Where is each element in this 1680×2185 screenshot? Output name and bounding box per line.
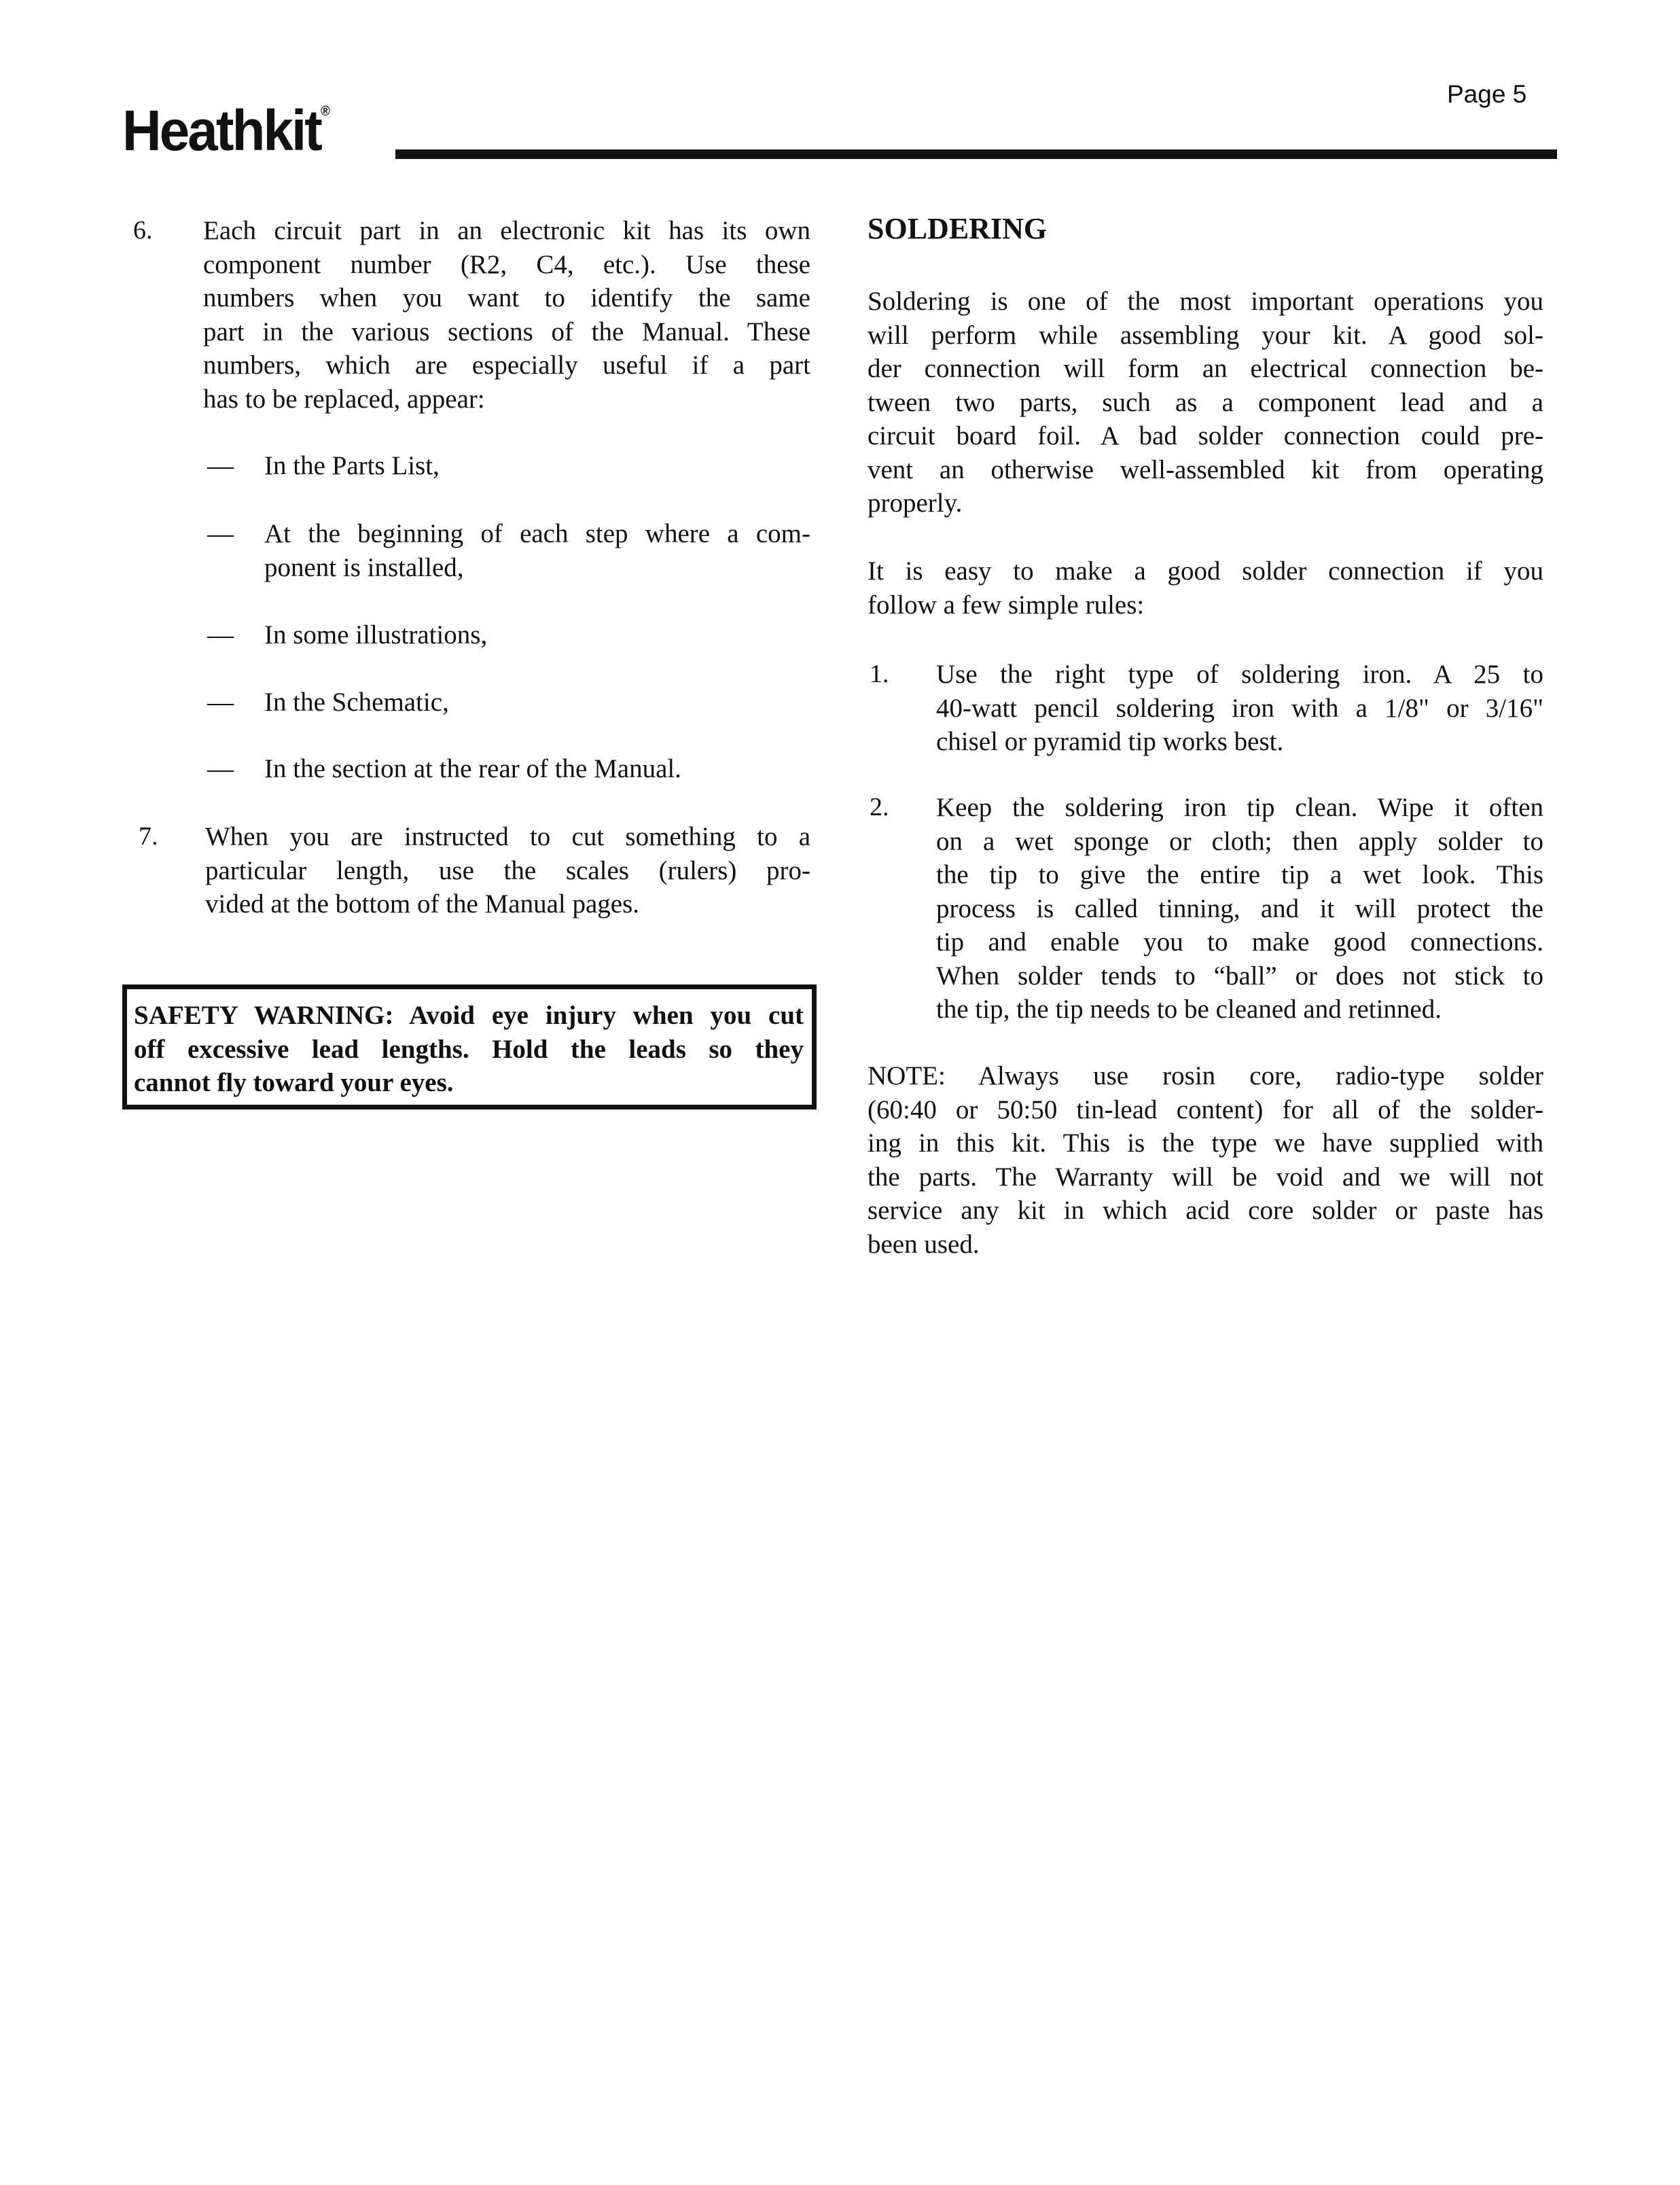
item-6-text bbox=[203, 214, 810, 416]
rule-1-number: 1. bbox=[870, 660, 889, 688]
bullet-dash: — bbox=[207, 620, 234, 650]
text-line: component number (R2, C4, etc.). Use these bbox=[203, 249, 810, 279]
text-line: When solder tends to “ball” or does not stick to bbox=[936, 961, 1543, 991]
text-line: part in the various sections of the Manual. These bbox=[203, 317, 810, 347]
soldering-intro bbox=[868, 285, 1543, 520]
soldering-rules-intro bbox=[868, 554, 1543, 622]
text-line: has to be replaced, appear: bbox=[203, 384, 485, 414]
safety-warning-box bbox=[122, 984, 817, 1109]
text-line: chisel or pyramid tip works best. bbox=[936, 727, 1284, 756]
text-line: been used. bbox=[868, 1229, 980, 1259]
text-line: ing in this kit. This is the type we have supplied with bbox=[868, 1129, 1543, 1158]
registered-mark: ® bbox=[321, 104, 331, 119]
text-line: numbers, which are especially useful if a part bbox=[203, 351, 810, 380]
safety-warning-text bbox=[134, 999, 804, 1100]
text-line: In some illustrations, bbox=[264, 620, 488, 650]
text-line: ponent is installed, bbox=[264, 552, 464, 582]
item-7-number: 7. bbox=[139, 822, 158, 851]
text-line: Keep the soldering iron tip clean. Wipe it often bbox=[936, 793, 1543, 822]
text-line: NOTE: Always use rosin core, radio-type solder bbox=[868, 1061, 1543, 1090]
text-line: 40-watt pencil soldering iron with a 1/8" or 3/16" bbox=[936, 693, 1543, 723]
text-line: Use the right type of soldering iron. A 25 to bbox=[936, 660, 1543, 689]
header-rule bbox=[395, 149, 1557, 159]
text-line: off excessive lead lengths. Hold the leads so they bbox=[134, 1034, 804, 1064]
bullet-dash: — bbox=[207, 754, 234, 783]
text-line: on a wet sponge or cloth; then apply solder to bbox=[936, 826, 1543, 856]
rule-2-number: 2. bbox=[870, 793, 889, 821]
text-line: follow a few simple rules: bbox=[868, 590, 1145, 620]
text-line: tween two parts, such as a component lead and a bbox=[868, 387, 1543, 417]
text-line: the tip, the tip needs to be cleaned and retinned. bbox=[936, 995, 1442, 1024]
text-line: In the Schematic, bbox=[264, 688, 449, 717]
text-line: Each circuit part in an electronic kit has its own bbox=[203, 216, 810, 245]
bullet-step-beginning bbox=[264, 517, 810, 584]
text-line: tip and enable you to make good connections. bbox=[936, 927, 1543, 957]
text-line: the tip to give the entire tip a wet look. This bbox=[936, 860, 1543, 889]
text-line: SAFETY WARNING: Avoid eye injury when you cut bbox=[134, 1001, 804, 1030]
bullet-rear-section bbox=[264, 752, 810, 786]
bullet-dash: — bbox=[207, 519, 234, 548]
bullet-dash: — bbox=[207, 688, 234, 717]
text-line: Soldering is one of the most important operations you bbox=[868, 287, 1543, 316]
bullet-dash: — bbox=[207, 451, 234, 480]
text-line: particular length, use the scales (rulers) pro- bbox=[205, 855, 810, 885]
text-line: will perform while assembling your kit. A good sol- bbox=[868, 320, 1543, 350]
text-line: cannot fly toward your eyes. bbox=[134, 1068, 454, 1097]
text-line: At the beginning of each step where a com- bbox=[264, 519, 810, 548]
item-7-text bbox=[205, 820, 810, 921]
bullet-schematic bbox=[264, 686, 810, 720]
bullet-parts-list bbox=[264, 449, 810, 483]
text-line: When you are instructed to cut something to a bbox=[205, 822, 810, 851]
heathkit-logo bbox=[122, 99, 331, 162]
item-6-number: 6. bbox=[133, 216, 153, 245]
text-line: It is easy to make a good solder connection if you bbox=[868, 556, 1543, 586]
text-line: properly. bbox=[868, 488, 963, 518]
section-heading-soldering: SOLDERING bbox=[868, 212, 1048, 245]
text-line: process is called tinning, and it will protect the bbox=[936, 893, 1543, 923]
text-line: circuit board foil. A bad solder connection could pre- bbox=[868, 421, 1543, 450]
solder-note bbox=[868, 1059, 1543, 1261]
text-line: (60:40 or 50:50 tin-lead content) for all of the solder- bbox=[868, 1095, 1543, 1124]
text-line: In the section at the rear of the Manual. bbox=[264, 754, 682, 783]
text-line: the parts. The Warranty will be void and we will not bbox=[868, 1162, 1543, 1192]
bullet-illustrations bbox=[264, 618, 810, 652]
text-line: vided at the bottom of the Manual pages. bbox=[205, 889, 640, 919]
text-line: vent an otherwise well-assembled kit from operating bbox=[868, 455, 1543, 484]
page-number: Page 5 bbox=[1447, 80, 1527, 108]
rule-1-text bbox=[936, 658, 1543, 759]
rule-2-text bbox=[936, 791, 1543, 1027]
logo-text: Heathkit bbox=[122, 99, 321, 162]
text-line: In the Parts List, bbox=[264, 451, 440, 480]
text-line: service any kit in which acid core solder or paste has bbox=[868, 1196, 1543, 1225]
text-line: numbers when you want to identify the same bbox=[203, 283, 810, 313]
text-line: der connection will form an electrical connection be- bbox=[868, 354, 1543, 383]
